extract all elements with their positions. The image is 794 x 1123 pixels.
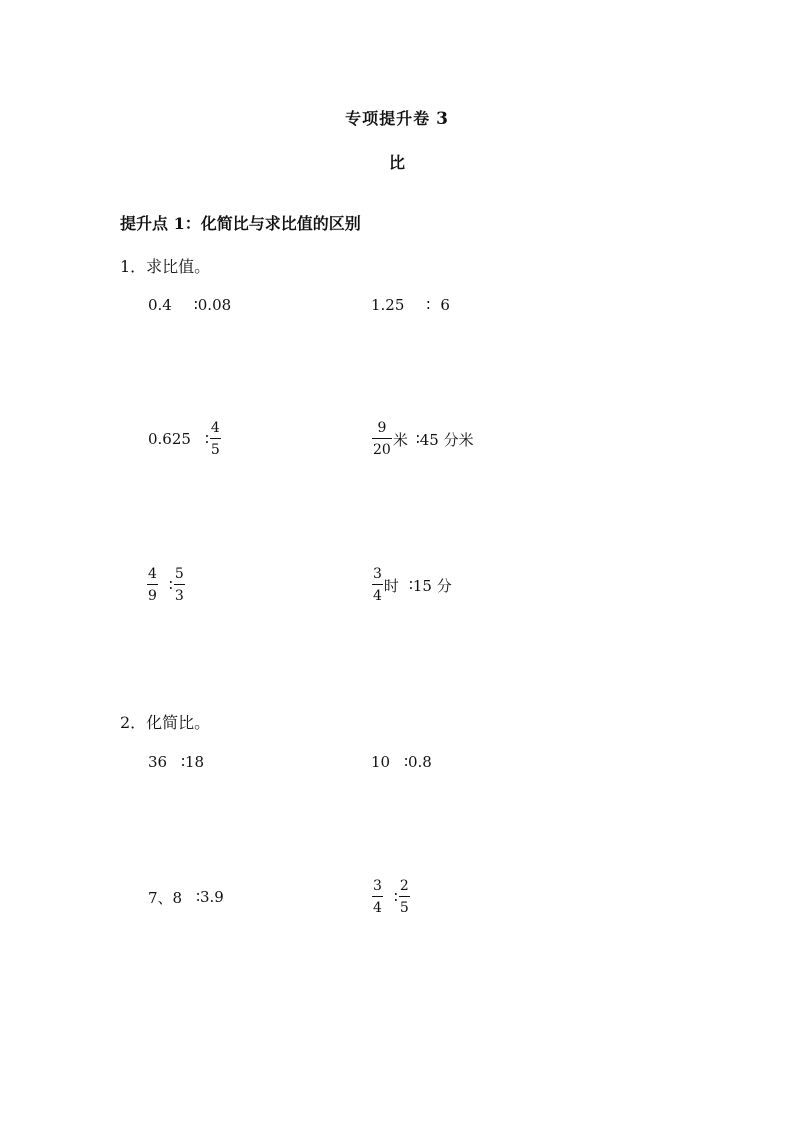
section-heading: 提升点 1：化简比与求比值的区别 (120, 214, 361, 233)
fraction-numerator: 5 (174, 566, 184, 582)
q2-item-3 (148, 874, 224, 920)
page-title (0, 106, 794, 129)
ratio-right-fraction (174, 567, 185, 603)
ratio-colon: ∶ (193, 296, 198, 314)
ratio-left-unit: 米 (392, 430, 408, 449)
ratio-left-fraction (372, 421, 392, 457)
fraction-numerator: 3 (373, 878, 382, 894)
ratio-colon: ∶ (415, 430, 420, 448)
q1-item-2 (371, 282, 450, 328)
ratio-left: 1.25 (371, 296, 405, 314)
ratio-colon: ∶ (168, 576, 173, 594)
title-text: 专项提升卷 (345, 109, 431, 128)
q1-item-3 (148, 416, 222, 462)
q1-item-5 (146, 562, 186, 608)
ratio-left: 36 (148, 753, 168, 771)
ratio-left-fraction (372, 567, 383, 603)
fraction-numerator: 4 (148, 566, 157, 582)
ratio-right-fraction (399, 879, 410, 915)
fraction-numerator: 9 (377, 420, 387, 436)
ratio-left: 0.4 (148, 296, 172, 314)
ratio-left-fraction (372, 879, 383, 915)
ratio-left: 10 (371, 753, 391, 771)
fraction-numerator: 3 (373, 566, 382, 582)
fraction-denominator: 3 (174, 588, 184, 604)
ratio-colon: ∶ (393, 888, 398, 906)
ratio-colon: ∶ (404, 753, 408, 771)
ratio-left: 7、8 (148, 888, 183, 907)
q1-item-1 (148, 282, 231, 328)
ratio-right: 0.8 (408, 753, 432, 771)
ratio-right: 6 (440, 296, 450, 314)
fraction-numerator: 4 (210, 420, 220, 436)
ratio-right-fraction (210, 421, 221, 457)
fraction-denominator: 4 (373, 588, 382, 604)
page-subtitle: 比 (388, 153, 405, 172)
title-number: 3 (436, 109, 449, 129)
ratio-left-fraction (147, 567, 158, 603)
fraction-denominator: 5 (399, 900, 409, 916)
ratio-colon: ∶ (181, 753, 185, 771)
q2-item-4 (371, 874, 411, 920)
q2-item-1 (148, 739, 204, 785)
q1-item-4 (371, 416, 474, 462)
q2-item-2 (371, 739, 432, 785)
question-1-heading: 1．求比值。 (120, 257, 211, 276)
ratio-colon: ∶ (204, 430, 209, 448)
fraction-denominator: 9 (148, 588, 157, 604)
question-2-heading: 2．化简比。 (120, 713, 211, 732)
ratio-colon: ∶ (196, 888, 200, 906)
ratio-right: 15 分 (412, 576, 452, 595)
ratio-right: 3.9 (200, 888, 224, 906)
fraction-denominator: 4 (373, 900, 382, 916)
q1-item-6 (371, 562, 452, 608)
ratio-colon: ∶ (408, 576, 413, 594)
ratio-right: 0.08 (197, 296, 232, 314)
ratio-left: 0.625 (148, 430, 191, 448)
ratio-left-unit: 时 (383, 576, 399, 595)
ratio-right: 18 (185, 753, 205, 771)
fraction-denominator: 5 (210, 442, 220, 458)
ratio-right: 45 分米 (419, 430, 474, 449)
fraction-numerator: 2 (399, 878, 409, 894)
fraction-denominator: 20 (373, 442, 391, 458)
ratio-colon: ∶ (426, 296, 431, 314)
